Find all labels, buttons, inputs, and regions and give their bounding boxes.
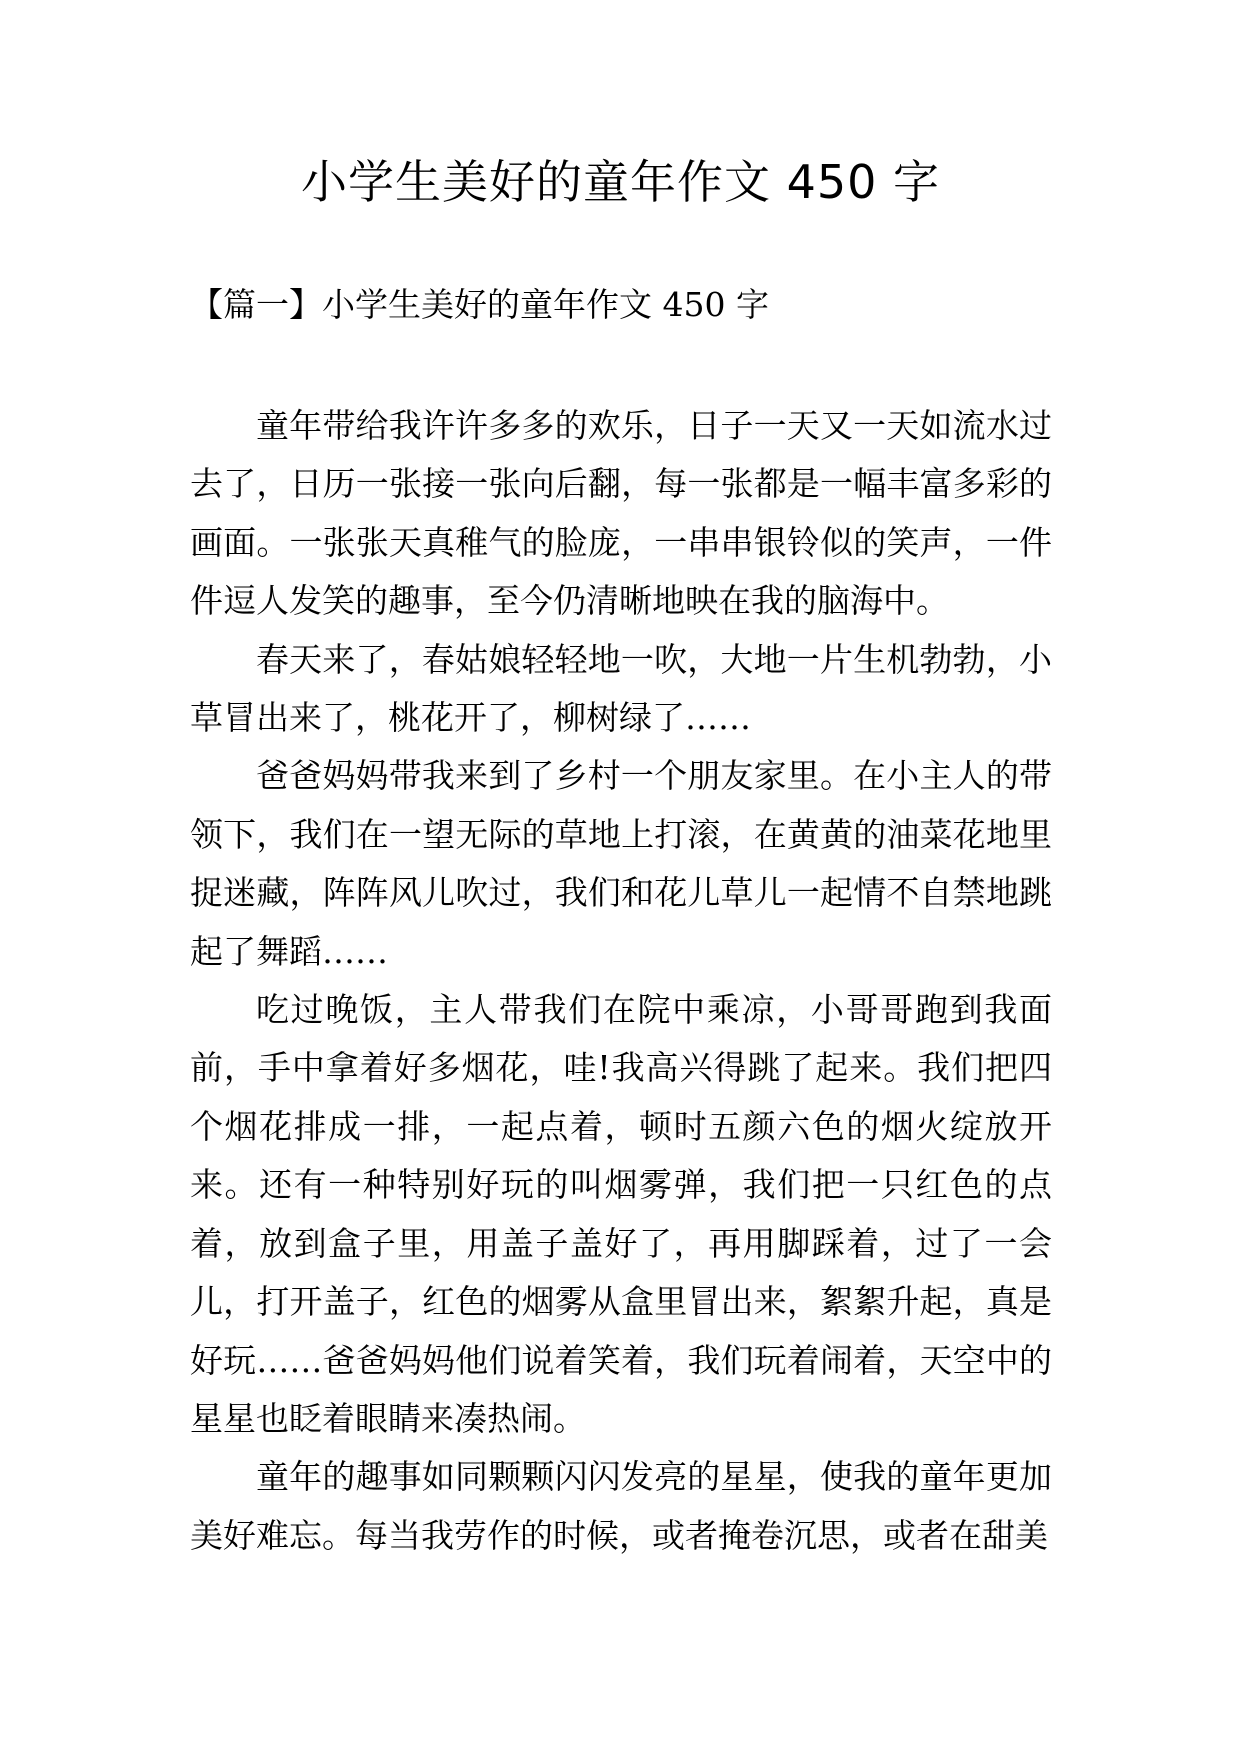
paragraph: 童年的趣事如同颗颗闪闪发亮的星星，使我的童年更加美好难忘。每当我劳作的时候，或者掩卷沉思，或者在甜美 — [190, 1457, 1052, 1555]
paragraph: 爸爸妈妈带我来到了乡村一个朋友家里。在小主人的带领下，我们在一望无际的草地上打滚，在黄黄的油菜花地里捉迷藏，阵阵风儿吹过，我们和花儿草儿一起情不自禁地跳起了舞蹈…… — [190, 756, 1052, 971]
paragraph: 吃过晚饭，主人带我们在院中乘凉，小哥哥跑到我面前，手中拿着好多烟花，哇!我高兴得跳了起来。我们把四个烟花排成一排，一起点着，顿时五颜六色的烟火绽放开来。还有一种特别好玩的叫烟雾弹，我们把一只红色的点着，放到盒子里，用盖子盖好了，再用脚踩着，过了一会儿，打开盖子，红色的烟雾从盒里冒出来，絮絮升起，真是好玩……爸爸妈妈他们说着笑着，我们玩着闹着，天空中的星星也眨着眼睛来凑热闹。 — [190, 990, 1052, 1438]
section-heading: 【篇一】小学生美好的童年作文 450 字 — [190, 285, 769, 324]
essay-body — [190, 397, 1052, 1565]
document-title: 小学生美好的童年作文 450 字 — [300, 155, 941, 209]
paragraph: 春天来了，春姑娘轻轻地一吹，大地一片生机勃勃，小草冒出来了，桃花开了，柳树绿了…… — [190, 639, 1052, 738]
paragraph: 童年带给我许许多多的欢乐，日子一天又一天如流水过去了，日历一张接一张向后翻，每一张都是一幅丰富多彩的画面。一张张天真稚气的脸庞，一串串银铃似的笑声，一件件逗人发笑的趣事，至今仍清晰地映在我的脑海中。 — [190, 406, 1052, 621]
